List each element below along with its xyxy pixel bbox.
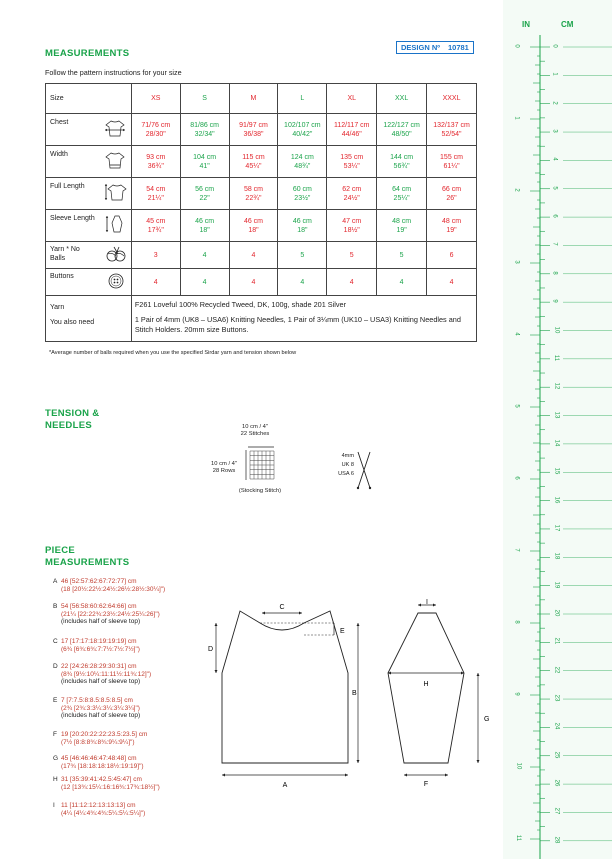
needs-description: 1 Pair of 4mm (UK8 – USA6) Knitting Needles, 1 Pair of 3¼mm (UK10 – USA3) Knitting Needles and Stitch Holders. 20mm size Buttons. (134, 315, 461, 334)
inch-mark-label: 1 (513, 116, 520, 120)
design-number: 10781 (448, 43, 469, 52)
width-label: Width (46, 146, 132, 178)
width-icon (103, 150, 127, 173)
balls-footnote: *Average number of balls required when you use the specified Sirdar yarn and tension shown below (49, 350, 297, 356)
cm-mark-label: 14 (553, 439, 560, 447)
full-length-xxl: 64 cm 25¼" (377, 178, 427, 210)
sleeve-length-xs: 45 cm 17¾" (131, 210, 180, 242)
piece-f-line2: (7½ [8:8:8¾:8¾:9¼:9¼]") (61, 738, 135, 746)
inch-mark-label: 6 (513, 476, 520, 480)
button-icon (107, 272, 127, 293)
length-icon (103, 182, 127, 205)
diagram-label-f: F (423, 781, 429, 788)
buttons-xl: 4 (327, 269, 377, 296)
yarn-balls-l: 5 (278, 242, 327, 269)
full-length-xxxl: 66 cm 26" (427, 178, 477, 210)
diagram-label-c: C (279, 604, 285, 611)
piece-measurements-heading: PIECE MEASUREMENTS (45, 545, 130, 568)
yarn-balls-icon (105, 245, 127, 266)
cm-mark-label: 6 (551, 214, 558, 218)
inch-mark-label: 11 (515, 834, 522, 842)
needle-sizes (330, 452, 354, 479)
size-s: S (180, 84, 229, 114)
piece-e-line2: (2¾ [2¾:3:3¼:3¼:3¼:3¼]") (61, 704, 140, 712)
piece-letter: F (53, 731, 57, 738)
chest-label: Chest (46, 114, 132, 146)
tension-side-labels (199, 461, 249, 475)
chest-xs: 71/76 cm 28/30" (131, 114, 180, 146)
sleeve-length-xxxl: 48 cm 19" (427, 210, 477, 242)
inch-mark-label: 0 (513, 44, 520, 48)
cm-mark-label: 25 (553, 751, 560, 759)
piece-d-line1: 22 [24:26:28:29:30:31] cm (61, 663, 137, 670)
buttons-s: 4 (180, 269, 229, 296)
diagram-label-h: H (423, 681, 429, 688)
cm-mark-label: 28 (553, 836, 560, 844)
piece-letter: H (53, 776, 58, 783)
diagram-label-g: G (484, 716, 490, 723)
piece-e-line3: (includes half of sleeve top) (61, 712, 141, 720)
size-xxxl: XXXL (427, 84, 477, 114)
size-instruction: Follow the pattern instructions for your size (45, 68, 182, 77)
sleeve-length-m: 46 cm 18" (229, 210, 278, 242)
yarn-balls-xs: 3 (131, 242, 180, 269)
size-m: M (229, 84, 278, 114)
cm-ruler-label: CM (561, 20, 574, 29)
yarn-balls-xxxl: 6 (427, 242, 477, 269)
piece-f-line1: 19 [20:20:22:22:23.5:23.5] cm (61, 731, 148, 738)
piece-h-line2: (12 [13¾:15¼:16:16¾:17¾:18½]") (61, 783, 160, 791)
sleeve-length-row (46, 210, 477, 242)
needle-mm: 4mm (341, 453, 354, 459)
cm-mark-label: 26 (553, 779, 560, 787)
inch-ruler-label: IN (522, 20, 530, 29)
width-xl: 135 cm 53¼" (327, 146, 377, 178)
width-l: 124 cm 48¾" (278, 146, 327, 178)
yarn-label: Yarn (50, 304, 65, 311)
chest-m: 91/97 cm 36/38" (229, 114, 278, 146)
yarn-info-row (46, 296, 477, 342)
piece-b-line2: (21¼ [22:22¾:23½:24½:25¼:26]") (61, 610, 160, 618)
sleeve-piece-diagram (378, 595, 498, 795)
width-xs: 93 cm 36¾" (131, 146, 180, 178)
chest-row (46, 114, 477, 146)
diagram-label-b: B (352, 690, 357, 697)
inch-mark-label: 10 (515, 762, 522, 770)
piece-e-line1: 7 [7:7.5:8:8.5:8.5:8.5] cm (61, 697, 133, 704)
inch-mark-label: 8 (513, 620, 520, 624)
cm-mark-label: 1 (551, 72, 558, 77)
piece-letter: G (53, 755, 59, 762)
chest-l: 102/107 cm 40/42" (278, 114, 327, 146)
needle-uk: UK 8 (341, 462, 354, 468)
diagram-label-a: A (282, 782, 288, 789)
size-label: Size (46, 84, 132, 114)
piece-letter: D (53, 663, 58, 670)
chest-s: 81/86 cm 32/34" (180, 114, 229, 146)
cm-mark-label: 0 (551, 44, 558, 48)
buttons-xxxl: 4 (427, 269, 477, 296)
piece-c-line2: (6¾ [6¾:6¾:7:7½:7½:7½]") (61, 645, 140, 653)
piece-d-line2: (8¾ [9½:10¼:11:11½:11¾:12]") (61, 670, 152, 678)
design-number-label: DESIGN Nº (401, 43, 440, 52)
piece-g-line1: 45 [46:46:46:47:48:48] cm (61, 755, 137, 762)
tension-height-label: 10 cm / 4" (211, 461, 237, 467)
inch-mark-label: 3 (513, 260, 520, 264)
inch-mark-label: 2 (513, 188, 520, 192)
cm-mark-label: 16 (553, 496, 560, 503)
cm-mark-label: 9 (551, 299, 558, 303)
cm-mark-label: 8 (551, 271, 558, 275)
tension-width-label: 10 cm / 4" (242, 424, 268, 430)
measurements-heading: MEASUREMENTS (45, 48, 130, 59)
cm-mark-label: 2 (551, 101, 558, 105)
yarn-balls-label: Yarn * No Balls (46, 242, 132, 269)
size-xl: XL (327, 84, 377, 114)
full-length-s: 56 cm 22" (180, 178, 229, 210)
sleeve-length-s: 46 cm 18" (180, 210, 229, 242)
yarn-balls-s: 4 (180, 242, 229, 269)
body-piece-diagram (200, 595, 380, 795)
chest-xxl: 122/127 cm 48/50" (377, 114, 427, 146)
cm-mark-label: 18 (553, 552, 560, 560)
cm-mark-label: 13 (553, 411, 560, 418)
diagram-label-e: E (340, 628, 345, 635)
cm-mark-label: 3 (551, 129, 558, 133)
piece-i-line2: (4¼ [4¼:4¾:4¾:5¼:5¼:5¼]") (61, 809, 146, 817)
piece-a-line2: (18 [20½:22½:24½:26½:28½:30¼]") (61, 585, 166, 593)
buttons-row (46, 269, 477, 296)
yarn-info-text (131, 296, 476, 342)
needle-usa: USA 6 (338, 471, 354, 477)
tension-stitches: 22 Stitches (240, 431, 270, 437)
inch-mark-label: 7 (513, 548, 520, 552)
yarn-balls-xxl: 5 (377, 242, 427, 269)
cm-mark-label: 24 (553, 723, 560, 730)
size-header-row (46, 84, 477, 114)
buttons-label: Buttons (46, 269, 132, 296)
tension-heading: TENSION & NEEDLES (45, 408, 100, 431)
cm-mark-label: 10 (553, 326, 560, 333)
full-length-xl: 62 cm 24½" (327, 178, 377, 210)
inch-mark-label: 5 (513, 404, 520, 408)
full-length-m: 58 cm 22¾" (229, 178, 278, 210)
cm-mark-label: 20 (553, 609, 560, 617)
size-xs: XS (131, 84, 180, 114)
piece-letter: C (53, 638, 58, 645)
cm-mark-label: 7 (551, 242, 558, 247)
sleeve-length-label: Sleeve Length (46, 210, 132, 242)
cm-mark-label: 11 (553, 354, 560, 361)
width-xxl: 144 cm 56¾" (377, 146, 427, 178)
cm-mark-label: 22 (553, 666, 560, 674)
piece-letter: E (53, 697, 58, 704)
cm-mark-label: 12 (553, 382, 560, 390)
piece-b-line1: 54 [56:58:60:62:64:66] cm (61, 603, 137, 610)
sleeve-icon (103, 214, 127, 237)
yarn-balls-m: 4 (229, 242, 278, 269)
yarn-balls-row (46, 242, 477, 269)
piece-letter: A (53, 578, 58, 585)
piece-letter: I (53, 802, 55, 809)
chest-xxxl: 132/137 cm 52/54" (427, 114, 477, 146)
size-l: L (278, 84, 327, 114)
stitch-type: (Stocking Stitch) (238, 488, 282, 494)
inch-mark-label: 4 (513, 332, 520, 336)
width-s: 104 cm 41" (180, 146, 229, 178)
size-xxl: XXL (377, 84, 427, 114)
width-m: 115 cm 45¼" (229, 146, 278, 178)
cm-mark-label: 5 (551, 186, 558, 190)
inch-mark-label: 9 (513, 692, 520, 696)
yarn-description: F261 Loveful 100% Recycled Tweed, DK, 100g, shade 201 Silver (134, 300, 347, 309)
piece-d-line3: (includes half of sleeve top) (61, 678, 141, 686)
piece-h-line1: 31 [35:39:41:42.5:45:47] cm (61, 776, 142, 783)
piece-letter: B (53, 603, 58, 610)
measurements-table (45, 83, 477, 342)
full-length-xs: 54 cm 21¼" (131, 178, 180, 210)
buttons-m: 4 (229, 269, 278, 296)
full-length-label: Full Length (46, 178, 132, 210)
width-row (46, 146, 477, 178)
piece-g-line2: (17¾ [18:18:18:18½:19:19]") (61, 762, 144, 770)
piece-c-line1: 17 [17:17:18:19:19:19] cm (61, 638, 137, 645)
cm-mark-label: 27 (553, 808, 560, 815)
tension-swatch-grid (244, 445, 278, 485)
cm-mark-label: 4 (551, 157, 558, 162)
buttons-xs: 4 (131, 269, 180, 296)
piece-a-line1: 46 [52:57:62:67:72:77] cm (61, 578, 137, 585)
tension-rows: 28 Rows (212, 468, 236, 474)
design-number-box (396, 41, 474, 54)
diagram-label-d: D (208, 646, 214, 653)
cm-mark-label: 19 (553, 581, 560, 588)
tension-top-labels (200, 424, 310, 438)
buttons-xxl: 4 (377, 269, 427, 296)
knitting-needles-icon (355, 450, 373, 490)
piece-i-line1: 11 [11:12:12:13:13:13] cm (61, 802, 136, 809)
yarn-balls-xl: 5 (327, 242, 377, 269)
chest-icon (103, 118, 127, 141)
buttons-l: 4 (278, 269, 327, 296)
width-xxxl: 155 cm 61¼" (427, 146, 477, 178)
yarn-info-labels (46, 296, 132, 342)
cm-mark-label: 15 (553, 467, 560, 475)
sleeve-length-xl: 47 cm 18½" (327, 210, 377, 242)
you-also-need-label: You also need (50, 319, 95, 326)
sleeve-length-l: 46 cm 18" (278, 210, 327, 242)
full-length-row (46, 178, 477, 210)
chest-xl: 112/117 cm 44/46" (327, 114, 377, 146)
cm-mark-label: 21 (553, 638, 560, 645)
cm-mark-label: 17 (553, 524, 560, 532)
sleeve-length-xxl: 48 cm 19" (377, 210, 427, 242)
cm-mark-label: 23 (553, 694, 560, 702)
diagram-label-i: I (426, 599, 428, 606)
piece-b-line3: (includes half of sleeve top) (61, 618, 141, 626)
full-length-l: 60 cm 23½" (278, 178, 327, 210)
